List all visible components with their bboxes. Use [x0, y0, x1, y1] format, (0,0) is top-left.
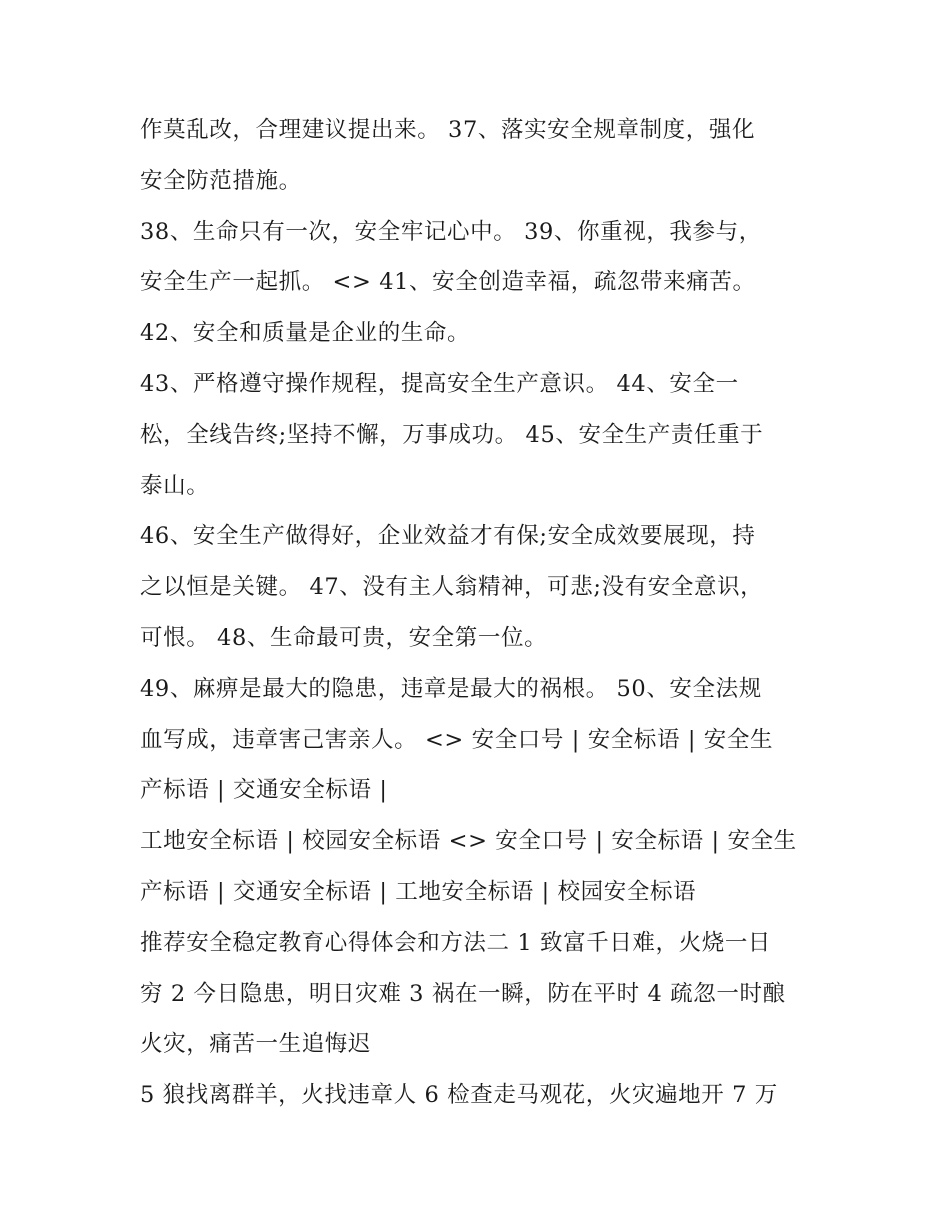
text-line: 安全生产一起抓。 <> 41、安全创造幸福，疏忽带来痛苦。: [140, 269, 756, 296]
text-line: 安全防范措施。: [140, 167, 302, 194]
text-line: 泰山。: [140, 472, 210, 499]
text-line: 火灾，痛苦一生追悔迟: [140, 1031, 372, 1058]
text-line: 49、麻痹是最大的隐患，违章是最大的祸根。 50、安全法规: [140, 675, 762, 702]
text-line: 产标语 | 交通安全标语 | 工地安全标语 | 校园安全标语: [140, 878, 697, 905]
text-line: 5 狼找离群羊，火找违章人 6 检查走马观花，火灾遍地开 7 万: [140, 1082, 778, 1109]
text-line: 血写成，违章害己害亲人。 <> 安全口号 | 安全标语 | 安全生: [140, 726, 774, 753]
text-line: 可恨。 48、生命最可贵，安全第一位。: [140, 624, 548, 651]
text-line: 穷 2 今日隐患，明日灾难 3 祸在一瞬，防在平时 4 疏忽一时酿: [140, 980, 786, 1007]
text-line: 46、安全生产做得好，企业效益才有保;安全成效要展现，持: [140, 523, 756, 550]
document-body: [140, 105, 820, 1121]
text-line: 43、严格遵守操作规程，提高安全生产意识。 44、安全一: [140, 370, 739, 397]
text-line: 工地安全标语 | 校园安全标语 <> 安全口号 | 安全标语 | 安全生: [140, 828, 797, 855]
text-line: 42、安全和质量是企业的生命。: [140, 320, 471, 347]
text-line: 38、生命只有一次，安全牢记心中。 39、你重视，我参与，: [140, 218, 762, 245]
text-line: 作莫乱改，合理建议提出来。 37、落实安全规章制度，强化: [140, 117, 756, 143]
text-line: 产标语 | 交通安全标语 |: [140, 777, 388, 804]
text-line: 推荐安全稳定教育心得体会和方法二 1 致富千日难，火烧一日: [140, 929, 772, 956]
text-line: 松，全线告终;坚持不懈，万事成功。 45、安全生产责任重于: [140, 421, 764, 448]
text-line: 之以恒是关键。 47、没有主人翁精神，可悲;没有安全意识，: [140, 574, 764, 601]
